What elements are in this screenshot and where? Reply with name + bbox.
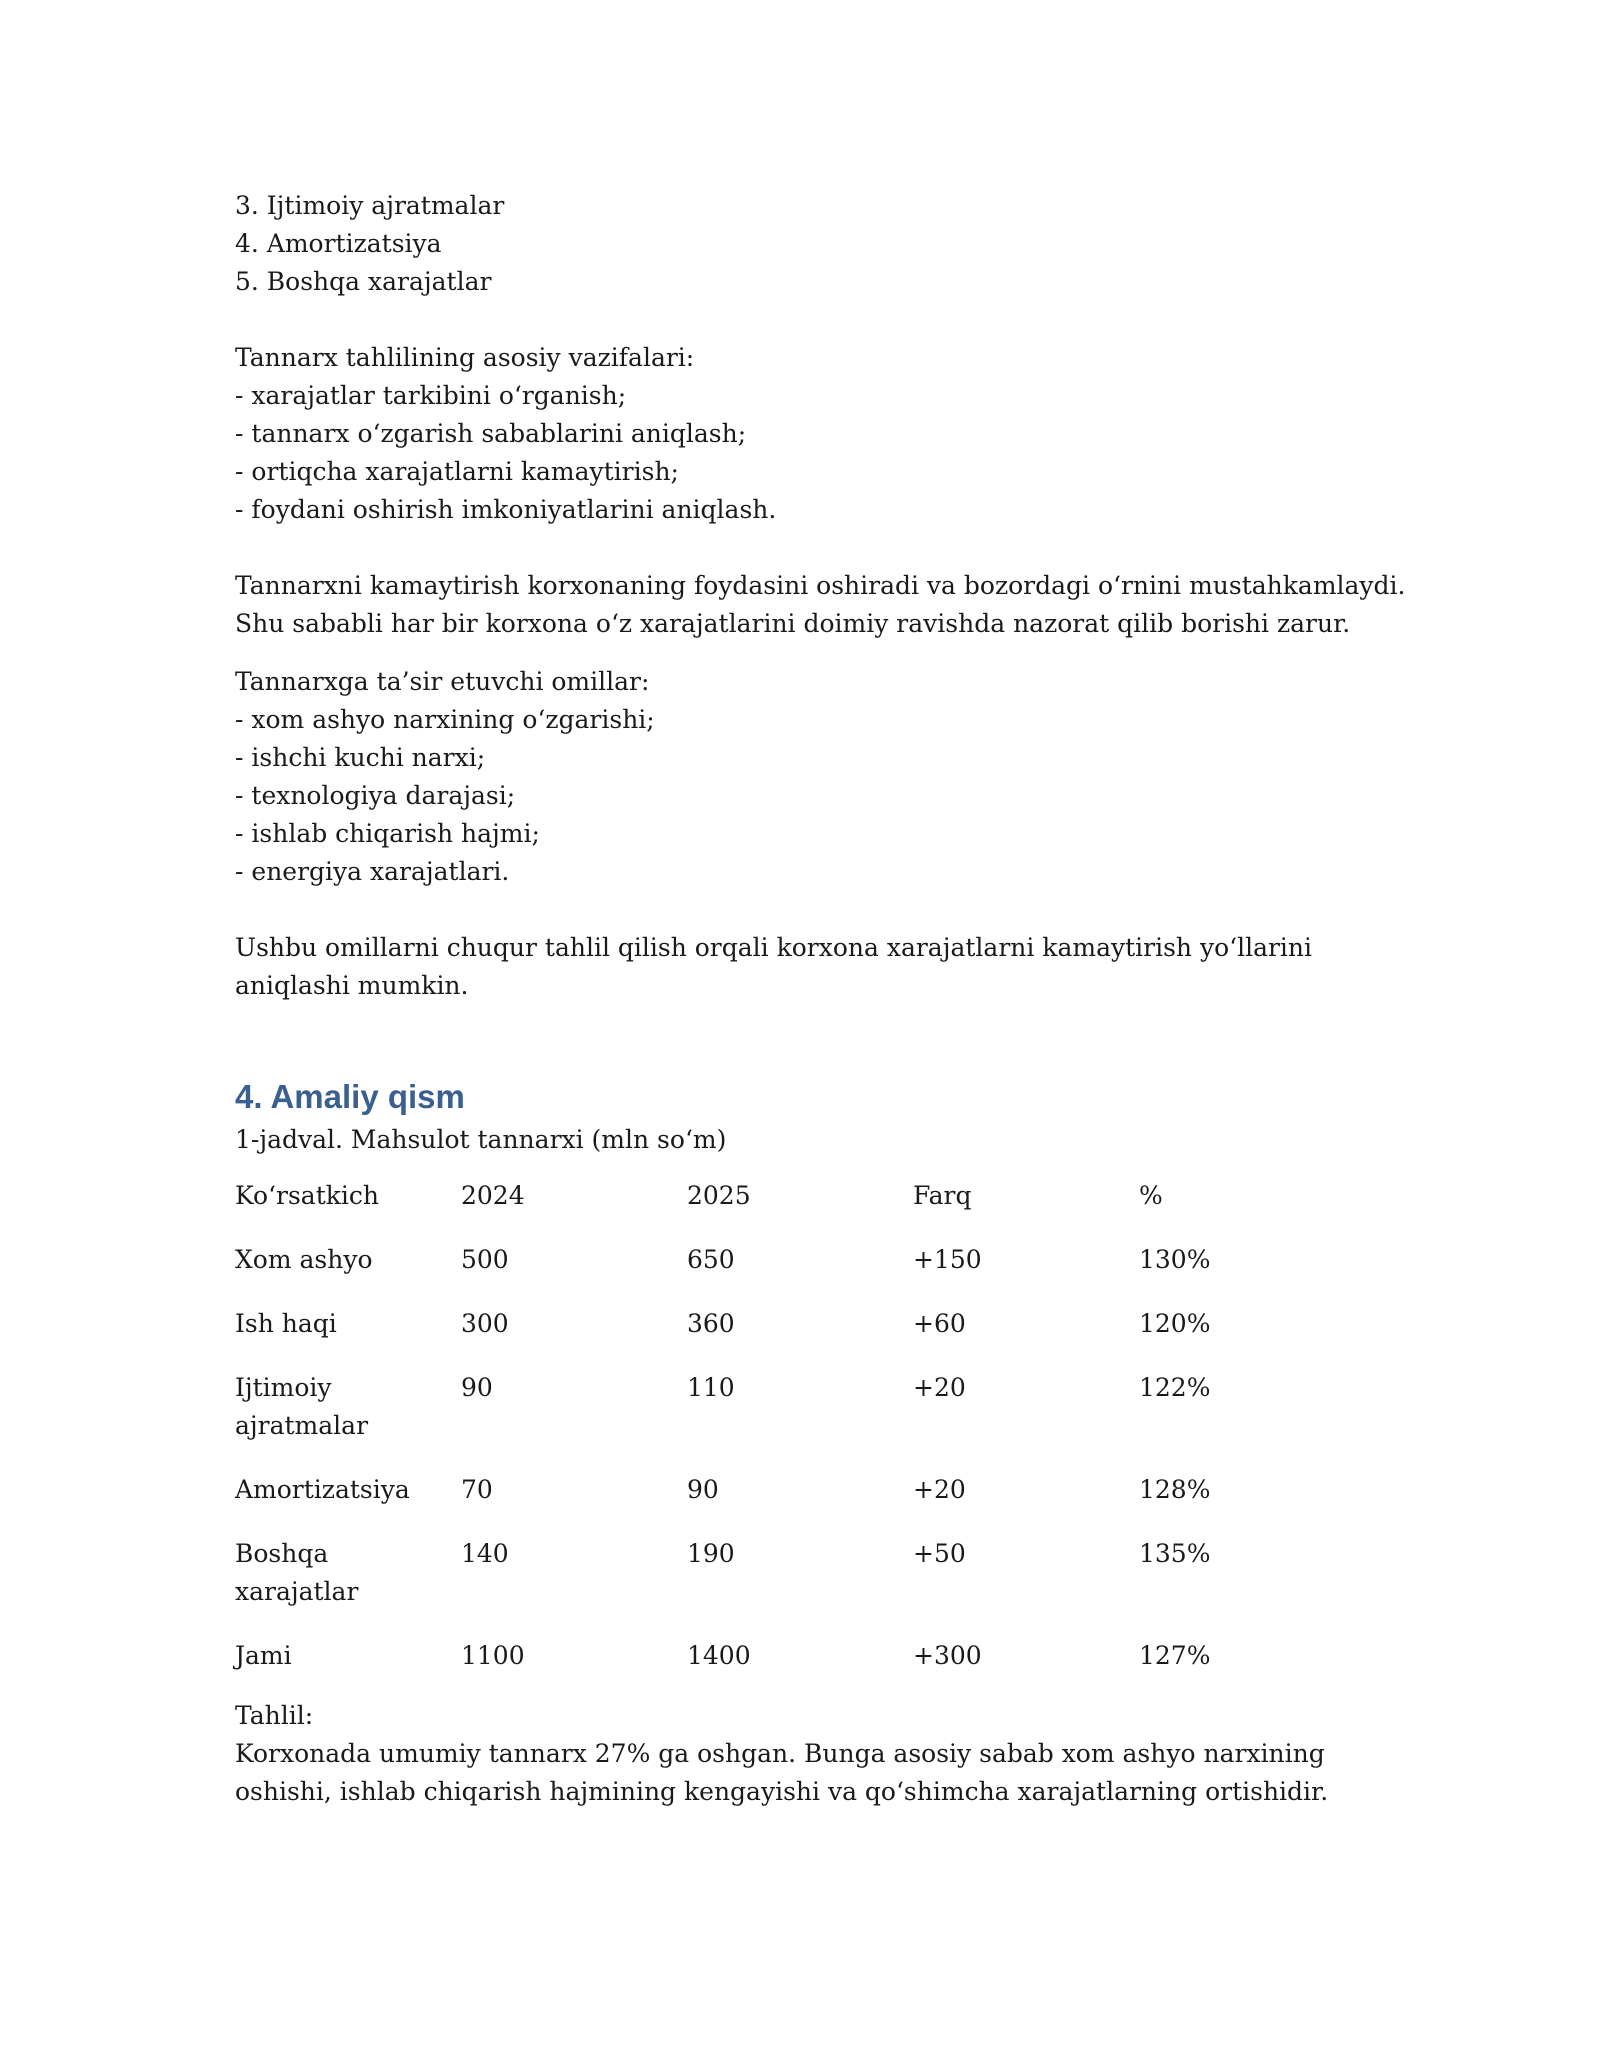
table-row (235, 1305, 1365, 1369)
table-row (235, 1241, 1365, 1305)
list-item: - xarajatlar tarkibini o‘rganish; (235, 381, 627, 410)
table-cell: +20 (913, 1475, 966, 1504)
tasks-block (235, 339, 1385, 529)
table-cell: Boshqa xarajatlar (235, 1539, 359, 1606)
table-header-cell: 2025 (687, 1181, 751, 1210)
factors-title: Tannarxga ta’sir etuvchi omillar: (235, 667, 650, 696)
table-cell: 1100 (461, 1641, 525, 1670)
table-cell: 190 (687, 1539, 735, 1568)
list-item: 4. Amortizatsiya (235, 229, 442, 258)
table-cell: +60 (913, 1309, 966, 1338)
factors-block (235, 663, 1385, 891)
table-row (235, 1471, 1365, 1535)
table-cell: 90 (461, 1373, 493, 1402)
table-header-row (235, 1177, 1365, 1241)
table-cell: +20 (913, 1373, 966, 1402)
list-item: - ortiqcha xarajatlarni kamaytirish; (235, 457, 679, 486)
table-cell: 90 (687, 1475, 719, 1504)
table-cell: Amortizatsiya (235, 1475, 410, 1504)
table-cell: 122% (1139, 1373, 1211, 1402)
table-cell: 120% (1139, 1309, 1211, 1338)
table-header-cell: % (1139, 1181, 1163, 1210)
table-cell: 110 (687, 1373, 735, 1402)
table-cell: 70 (461, 1475, 493, 1504)
analysis-block (235, 1697, 1385, 1811)
tasks-title: Tannarx tahlilining asosiy vazifalari: (235, 343, 695, 372)
cost-items-list (235, 187, 1385, 301)
table-cell: Jami (235, 1641, 292, 1670)
table-caption: 1-jadval. Mahsulot tannarxi (mln so‘m) (235, 1125, 727, 1154)
section-heading: 4. Amaliy qism (235, 1078, 465, 1115)
list-item: 3. Ijtimoiy ajratmalar (235, 191, 505, 220)
list-item: - foydani oshirish imkoniyatlarini aniqlash. (235, 495, 777, 524)
paragraph-cost-reduction (235, 567, 1406, 643)
table-cell: 135% (1139, 1539, 1211, 1568)
table-cell: 300 (461, 1309, 509, 1338)
table-row (235, 1637, 1365, 1701)
table-cell: +300 (913, 1641, 982, 1670)
table-header-cell: 2024 (461, 1181, 525, 1210)
table-header-cell: Farq (913, 1181, 972, 1210)
list-item: - ishlab chiqarish hajmi; (235, 819, 540, 848)
cost-table (235, 1177, 1365, 1701)
analysis-text: Korxonada umumiy tannarx 27% ga oshgan. Bunga asosiy sabab xom ashyo narxining oshishi, ishlab chiqarish hajmining kengayishi va qo‘shimcha xarajatlarning ortishidir. (235, 1739, 1329, 1806)
list-item: 5. Boshqa xarajatlar (235, 267, 492, 296)
paragraph-line: Tannarxni kamaytirish korxonaning foydasini oshiradi va bozordagi o‘rnini mustahkamlaydi. (235, 571, 1406, 600)
document-page (235, 187, 1406, 1811)
table-cell: +50 (913, 1539, 966, 1568)
table-cell: 127% (1139, 1641, 1211, 1670)
table-cell: 130% (1139, 1245, 1211, 1274)
table-header-cell: Ko‘rsatkich (235, 1181, 379, 1210)
table-row (235, 1535, 1365, 1637)
table-cell: 360 (687, 1309, 735, 1338)
table-cell: 128% (1139, 1475, 1211, 1504)
table-cell: 650 (687, 1245, 735, 1274)
table-cell: Ish haqi (235, 1309, 337, 1338)
paragraph-line: Shu sababli har bir korxona o‘z xarajatlarini doimiy ravishda nazorat qilib borishi zarur. (235, 609, 1351, 638)
list-item: - ishchi kuchi narxi; (235, 743, 486, 772)
list-item: - texnologiya darajasi; (235, 781, 516, 810)
list-item: - tannarx o‘zgarish sabablarini aniqlash; (235, 419, 747, 448)
paragraph-factors-analysis: Ushbu omillarni chuqur tahlil qilish orqali korxona xarajatlarni kamaytirish yo‘llarini aniqlashi mumkin. (235, 933, 1313, 1000)
table-cell: Ijtimoiy ajratmalar (235, 1373, 369, 1440)
list-item: - xom ashyo narxining o‘zgarishi; (235, 705, 655, 734)
table-cell: +150 (913, 1245, 982, 1274)
list-item: - energiya xarajatlari. (235, 857, 510, 886)
analysis-title: Tahlil: (235, 1701, 314, 1730)
table-cell: 1400 (687, 1641, 751, 1670)
table-cell: Xom ashyo (235, 1245, 373, 1274)
table-cell: 500 (461, 1245, 509, 1274)
table-row (235, 1369, 1365, 1471)
table-cell: 140 (461, 1539, 509, 1568)
